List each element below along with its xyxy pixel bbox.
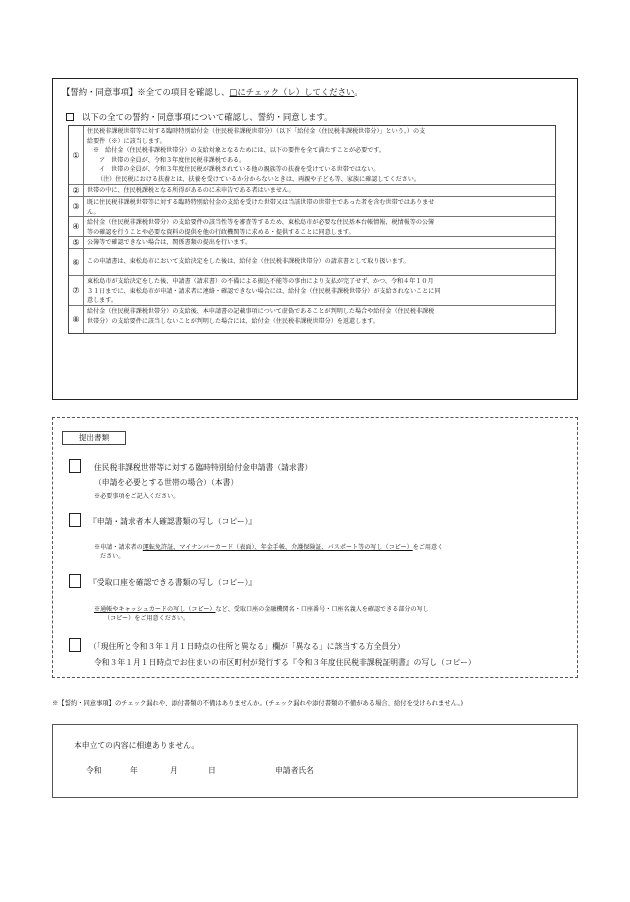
pledge-item-line: ア 世帯の全員が、令和３年度住民税非課税である。 [99,156,246,164]
pledge-section-title [62,86,363,98]
doc2-note-suffix: をご用意く [412,544,444,551]
doc3-title: 『受取口座を確認できる書類の写し（コピー）』 [89,578,257,587]
documents-section-title: 提出書類 [62,431,126,445]
doc1-note: ※必要事項をご記入ください。 [94,493,180,500]
pledge-item-number: ④ [72,222,80,231]
pledge-item-text [83,306,555,333]
pledge-item-line: 意します。 [87,297,117,305]
agree-all-checkbox[interactable] [66,113,74,121]
doc3-checkbox[interactable] [69,574,81,588]
doc3-note-line2: （コピー）をご用意ください。 [104,615,190,622]
pledge-item-text [83,197,555,216]
doc4-title: （「現住所と令和３年１月１日時点の住所と異なる」欄が「異なる」に該当する方全員分） [89,642,405,651]
pledge-item-row [69,248,555,275]
agree-all-row[interactable] [66,111,332,123]
pledge-item-line: ん。 [87,208,100,216]
checklist-footnote: ※【誓約・同意事項】のチェック漏れや、添付書類の不備はありませんか。(チェック漏れや添付書類の不備がある場合、給付を受けられません。) [52,700,463,707]
agree-all-label: 以下の全ての誓約・同意事項について確認し、誓約・同意します。 [82,112,333,122]
pledge-item-line: 東松島市が支給決定をした後、申請書（請求書）の不備による振込不能等の事由により支払が完了せず、かつ、令和４年１０月 [87,278,434,285]
doc2-note [94,542,443,551]
pledge-item-text [83,237,555,248]
pledge-item-text [83,249,555,275]
doc2-note-underlined: 運転免許証、マイナンバーカード（表面）、年金手帳、介護保険証、パスポート等の写し（コピー） [142,544,413,551]
pledge-item-text [83,126,555,184]
doc3-note-suffix: など、受取口座の金融機関名・口座番号・口座名義人を確認できる部分の写し [215,606,429,613]
doc1-title: 住民税非課税世帯等に対する臨時特別給付金申請書（請求書） [94,463,313,472]
pledge-item-line: 世帯の中に、住民税課税となる所得があるのに未申告である者はいません。 [87,187,295,194]
pledge-items-table [68,125,556,334]
pledge-item-line: 給要件（※）に該当します。 [87,137,166,145]
pledge-item-line: 給付金（住民税非課税世帯分）の支給後、本申請書の記載事項について虚偽であることが判明した場合や給付金（住民税非課税 [87,308,435,315]
pledge-item-number: ⑦ [72,286,80,295]
pledge-item-line: ※ 給付金（住民税非課税世帯分）の支給対象となるためには、以下の要件を全て満たすことが必要です。 [93,147,386,155]
pledge-item-line: 住民税非課税世帯等に対する臨時特別給付金（住民税非課税世帯分）（以下「給付金（住民税非課税世帯分）」という。）の支 [87,128,426,135]
pledge-item-number: ① [72,150,80,160]
doc2-note-prefix: ※申請・請求者の [94,544,143,551]
pledge-item-line: イ 世帯の全員が、令和３年度住民税が課税されている他の親族等の扶養を受けている世帯ではない。 [99,166,380,174]
pledge-item-row [69,275,555,305]
doc2-title: 『申請・請求者本人確認書類の写し（コピー）』 [89,517,257,526]
pledge-title-bracket: 【誓約・同意事項】 [62,87,138,97]
pledge-item-row [69,196,555,216]
pledge-item-line: 世帯分）の支給要件に該当しないことが判明した場合には、給付金（住民税非課税世帯分）を返還します。 [87,317,380,325]
doc1-checkbox[interactable] [69,459,81,473]
applicant-name-label: 申請者氏名 [275,766,314,775]
pledge-item-line: （注）住民税における扶養とは、扶養を受けているか分からないときは、両親や子ども等、家族に確認してください。 [97,175,420,183]
pledge-item-number: ③ [72,202,80,211]
doc2-checkbox[interactable] [69,513,81,527]
doc2-note-line2: ださい。 [100,553,125,560]
date-era-label: 令和 [86,766,102,775]
pledge-item-row [69,305,555,333]
pledge-item-number: ② [72,186,80,195]
pledge-item-line: この申請書は、東松島市において支給決定をした後は、給付金（住民税非課税世帯分）の請求書として取り扱います。 [87,258,410,266]
pledge-item-text [83,185,555,196]
pledge-title-end: 。 [354,87,363,97]
pledge-title-instruction: ※全ての項目を確認し、 [137,87,230,97]
pledge-item-text [83,276,555,305]
doc3-note-underlined: ※通帳やキャッシュカードの写し（コピー） [94,606,216,613]
declaration-box [52,724,578,798]
pledge-item-text [83,217,555,236]
pledge-item-number: ⑤ [72,238,80,247]
pledge-item-number: ⑧ [72,315,80,324]
pledge-item-line: 公簿等で確認できない場合は、関係書類の提出を行います。 [87,239,252,246]
doc4-checkbox[interactable] [69,638,81,652]
pledge-item-row [69,236,555,248]
pledge-item-line: 等の確認を行うことや必要な資料の提供を他の行政機関等に求める・提供することに同意します。 [87,228,355,236]
pledge-title-instruction-underlined: □にチェック（レ）してください [229,87,355,97]
pledge-item-row [69,216,555,236]
pledge-item-row [69,126,555,184]
date-day-label: 日 [208,766,216,775]
pledge-item-line: 既に住民税非課税世帯等に対する臨時特別給付金の支給を受けた世帯又は当該世帯の世帯主であった者を含む世帯ではありませ [87,199,435,206]
doc4-subtitle: 令和３年１月１日時点でお住まいの市区町村が発行する『令和３年度住民税非課税証明書』の写し（コピー） [94,658,476,667]
declaration-text: 本申立ての内容に相違ありません。 [74,741,200,750]
pledge-item-number: ⑥ [72,257,80,267]
pledge-item-line: 給付金（住民税非課税世帯分）の支給要件の該当性等を審査等するため、東松島市が必要な住民基本台帳情報、税情報等の公簿 [87,219,435,226]
pledge-item-row [69,184,555,196]
date-month-label: 月 [170,766,178,775]
doc3-note [94,604,429,613]
doc1-subtitle: （申請を必要とする世帯の場合）（本書） [94,478,239,487]
date-year-label: 年 [130,766,138,775]
pledge-item-line: ３１日までに、東松島市が申請・請求者に連絡・確認できない場合には、給付金（住民税非課税世帯分）が支給されないことに同 [87,287,441,295]
